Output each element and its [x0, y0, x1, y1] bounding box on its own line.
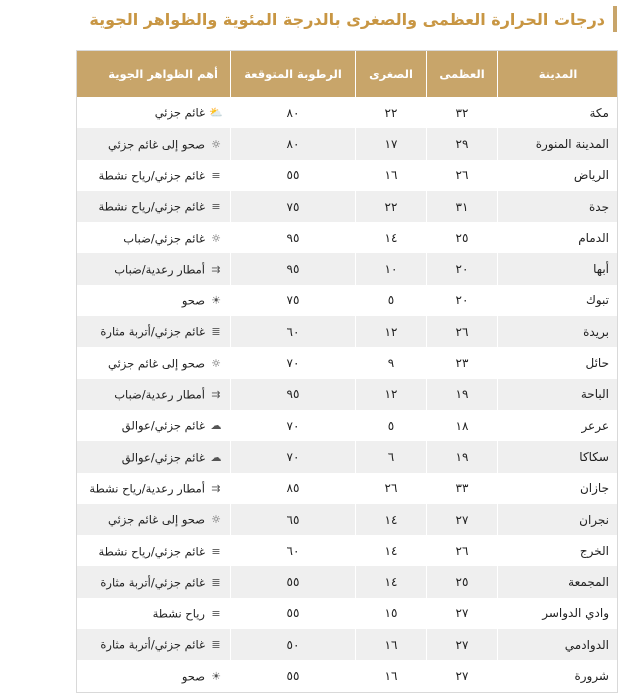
cell-humidity: ٧٥	[231, 285, 356, 316]
cell-max-temp: ٢٦	[427, 160, 498, 191]
cell-min-temp: ٢٦	[356, 473, 427, 504]
weather-text: صحو إلى غائم جزئي	[108, 356, 205, 371]
cell-city: تبوك	[498, 285, 618, 316]
cell-humidity: ٥٥	[231, 566, 356, 597]
table-row	[77, 253, 617, 284]
cell-max-temp: ٢٥	[427, 222, 498, 253]
cell-min-temp: ١٦	[356, 629, 427, 660]
table-row	[77, 566, 617, 597]
dust-icon: ≣	[211, 638, 221, 652]
header-city: المدينة	[498, 51, 618, 97]
table-row	[77, 128, 617, 159]
cell-weather	[77, 535, 231, 566]
table-row	[77, 222, 617, 253]
cell-city: الباحة	[498, 379, 618, 410]
cell-min-temp: ١٥	[356, 598, 427, 629]
weather-text: رياح نشطة	[152, 606, 205, 621]
storm-cloud-icon: ☁	[210, 450, 222, 464]
cell-weather	[77, 222, 231, 253]
cell-city: بريدة	[498, 316, 618, 347]
cell-min-temp: ٥	[356, 410, 427, 441]
cell-humidity: ٥٠	[231, 629, 356, 660]
cell-weather	[77, 566, 231, 597]
cell-city: الدوادمي	[498, 629, 618, 660]
weather-text: أمطار رعدية/ضباب	[114, 262, 205, 277]
cell-city: سكاكا	[498, 441, 618, 472]
weather-text: غائم جزئي/أتربة مثارة	[100, 637, 205, 652]
sun-cloud-icon: ☼	[211, 356, 221, 370]
table-header-row	[77, 51, 617, 97]
page-title-bar	[89, 6, 617, 32]
cell-city: مكة	[498, 97, 618, 128]
cell-weather	[77, 347, 231, 378]
table-row	[77, 347, 617, 378]
cell-city: الخرج	[498, 535, 618, 566]
cell-humidity: ٨٥	[231, 473, 356, 504]
table-row	[77, 441, 617, 472]
weather-text: غائم جزئي/رياح نشطة	[98, 544, 205, 559]
cell-weather	[77, 253, 231, 284]
cell-max-temp: ٢٧	[427, 629, 498, 660]
cell-weather	[77, 441, 231, 472]
table-row	[77, 504, 617, 535]
cell-city: جدة	[498, 191, 618, 222]
weather-text: غائم جزئي/عوالق	[121, 450, 205, 465]
sun-icon: ☀	[211, 669, 221, 683]
cell-min-temp: ١٤	[356, 535, 427, 566]
weather-text: غائم جزئي/رياح نشطة	[98, 168, 205, 183]
weather-text: غائم جزئي/عوالق	[121, 418, 205, 433]
dust-icon: ≣	[211, 325, 221, 339]
cell-min-temp: ٢٢	[356, 97, 427, 128]
cell-weather	[77, 598, 231, 629]
cell-weather	[77, 660, 231, 691]
cell-humidity: ٧٠	[231, 347, 356, 378]
thunder-rain-icon: ⇉	[211, 481, 221, 495]
cell-max-temp: ٢٥	[427, 566, 498, 597]
wind-icon: ≡	[211, 607, 221, 621]
cell-min-temp: ٦	[356, 441, 427, 472]
cell-max-temp: ٢٧	[427, 504, 498, 535]
table-row	[77, 473, 617, 504]
cell-city: الدمام	[498, 222, 618, 253]
cell-weather	[77, 629, 231, 660]
cell-humidity: ٩٥	[231, 253, 356, 284]
cell-min-temp: ١٦	[356, 660, 427, 691]
table-row	[77, 285, 617, 316]
sun-cloud-icon: ☼	[211, 513, 221, 527]
table-row	[77, 535, 617, 566]
cell-max-temp: ٢٠	[427, 285, 498, 316]
wind-icon: ≡	[211, 544, 221, 558]
cell-weather	[77, 285, 231, 316]
weather-text: غائم جزئي/ضباب	[123, 231, 205, 246]
cell-max-temp: ٣١	[427, 191, 498, 222]
weather-text: أمطار رعدية/ضباب	[114, 387, 205, 402]
cell-weather	[77, 97, 231, 128]
table-row	[77, 316, 617, 347]
weather-text: صحو	[181, 669, 205, 684]
cell-min-temp: ١٢	[356, 316, 427, 347]
cell-weather	[77, 191, 231, 222]
cell-city: الرياض	[498, 160, 618, 191]
cell-min-temp: ١٢	[356, 379, 427, 410]
table-row	[77, 410, 617, 441]
cell-city: نجران	[498, 504, 618, 535]
cell-humidity: ٦٠	[231, 316, 356, 347]
cell-city: حائل	[498, 347, 618, 378]
sun-cloud-icon: ☼	[211, 137, 221, 151]
table-row	[77, 191, 617, 222]
title-accent-bar	[613, 6, 617, 32]
cell-humidity: ٨٠	[231, 128, 356, 159]
cell-max-temp: ٢٧	[427, 660, 498, 691]
table-body	[77, 97, 617, 692]
cell-min-temp: ٢٢	[356, 191, 427, 222]
cell-max-temp: ٢٠	[427, 253, 498, 284]
cell-city: جازان	[498, 473, 618, 504]
cell-min-temp: ١٤	[356, 504, 427, 535]
cell-humidity: ٧٠	[231, 410, 356, 441]
wind-icon: ≡	[211, 168, 221, 182]
cell-min-temp: ٩	[356, 347, 427, 378]
sun-cloud-icon: ☼	[211, 231, 221, 245]
cell-humidity: ٧٠	[231, 441, 356, 472]
cell-humidity: ٥٥	[231, 160, 356, 191]
cell-humidity: ٩٥	[231, 379, 356, 410]
wind-icon: ≡	[211, 200, 221, 214]
weather-table-container	[76, 50, 618, 693]
cell-max-temp: ١٨	[427, 410, 498, 441]
cell-max-temp: ٢٩	[427, 128, 498, 159]
cell-max-temp: ١٩	[427, 379, 498, 410]
weather-text: غائم جزئي/رياح نشطة	[98, 199, 205, 214]
table-row	[77, 97, 617, 128]
cell-max-temp: ٢٦	[427, 316, 498, 347]
header-max-temp: العظمى	[427, 51, 498, 97]
cell-humidity: ٧٥	[231, 191, 356, 222]
weather-text: غائم جزئي	[154, 105, 205, 120]
thunder-rain-icon: ⇉	[211, 262, 221, 276]
weather-text: غائم جزئي/أتربة مثارة	[100, 575, 205, 590]
cell-weather	[77, 160, 231, 191]
weather-text: أمطار رعدية/رياح نشطة	[89, 481, 205, 496]
cell-city: المجمعة	[498, 566, 618, 597]
header-humidity: الرطوبة المتوقعة	[231, 51, 356, 97]
cell-max-temp: ٢٧	[427, 598, 498, 629]
weather-text: صحو إلى غائم جزئي	[108, 512, 205, 527]
weather-table	[77, 51, 617, 692]
table-row	[77, 629, 617, 660]
storm-cloud-icon: ☁	[210, 419, 222, 433]
cell-weather	[77, 410, 231, 441]
cell-max-temp: ٣٢	[427, 97, 498, 128]
table-row	[77, 379, 617, 410]
cell-humidity: ٥٥	[231, 660, 356, 691]
cell-city: عرعر	[498, 410, 618, 441]
table-row	[77, 160, 617, 191]
weather-text: صحو	[181, 293, 205, 308]
cell-city: شرورة	[498, 660, 618, 691]
sun-icon: ☀	[211, 294, 221, 308]
cell-humidity: ٥٥	[231, 598, 356, 629]
cell-min-temp: ١٠	[356, 253, 427, 284]
cell-weather	[77, 504, 231, 535]
cell-city: أبها	[498, 253, 618, 284]
header-min-temp: الصغرى	[356, 51, 427, 97]
table-row	[77, 598, 617, 629]
cell-weather	[77, 473, 231, 504]
cell-weather	[77, 128, 231, 159]
cell-max-temp: ٢٣	[427, 347, 498, 378]
header-weather: أهم الظواهر الجوية	[77, 51, 231, 97]
cell-min-temp: ١٤	[356, 566, 427, 597]
cell-city: المدينة المنورة	[498, 128, 618, 159]
cell-humidity: ٩٥	[231, 222, 356, 253]
thunder-rain-icon: ⇉	[211, 388, 221, 402]
cell-min-temp: ١٧	[356, 128, 427, 159]
cell-humidity: ٨٠	[231, 97, 356, 128]
table-row	[77, 660, 617, 691]
cell-humidity: ٦٠	[231, 535, 356, 566]
cell-min-temp: ٥	[356, 285, 427, 316]
cell-max-temp: ٢٦	[427, 535, 498, 566]
weather-text: غائم جزئي/أتربة مثارة	[100, 324, 205, 339]
cell-min-temp: ١٤	[356, 222, 427, 253]
partly-cloudy-icon: ⛅	[209, 106, 223, 120]
cell-weather	[77, 379, 231, 410]
cell-weather	[77, 316, 231, 347]
cell-max-temp: ٣٣	[427, 473, 498, 504]
page-title: درجات الحرارة العظمى والصغرى بالدرجة المئوية والظواهر الجوية	[89, 9, 605, 29]
cell-max-temp: ١٩	[427, 441, 498, 472]
cell-min-temp: ١٦	[356, 160, 427, 191]
cell-humidity: ٦٥	[231, 504, 356, 535]
dust-icon: ≣	[211, 575, 221, 589]
cell-city: وادي الدواسر	[498, 598, 618, 629]
weather-text: صحو إلى غائم جزئي	[108, 137, 205, 152]
